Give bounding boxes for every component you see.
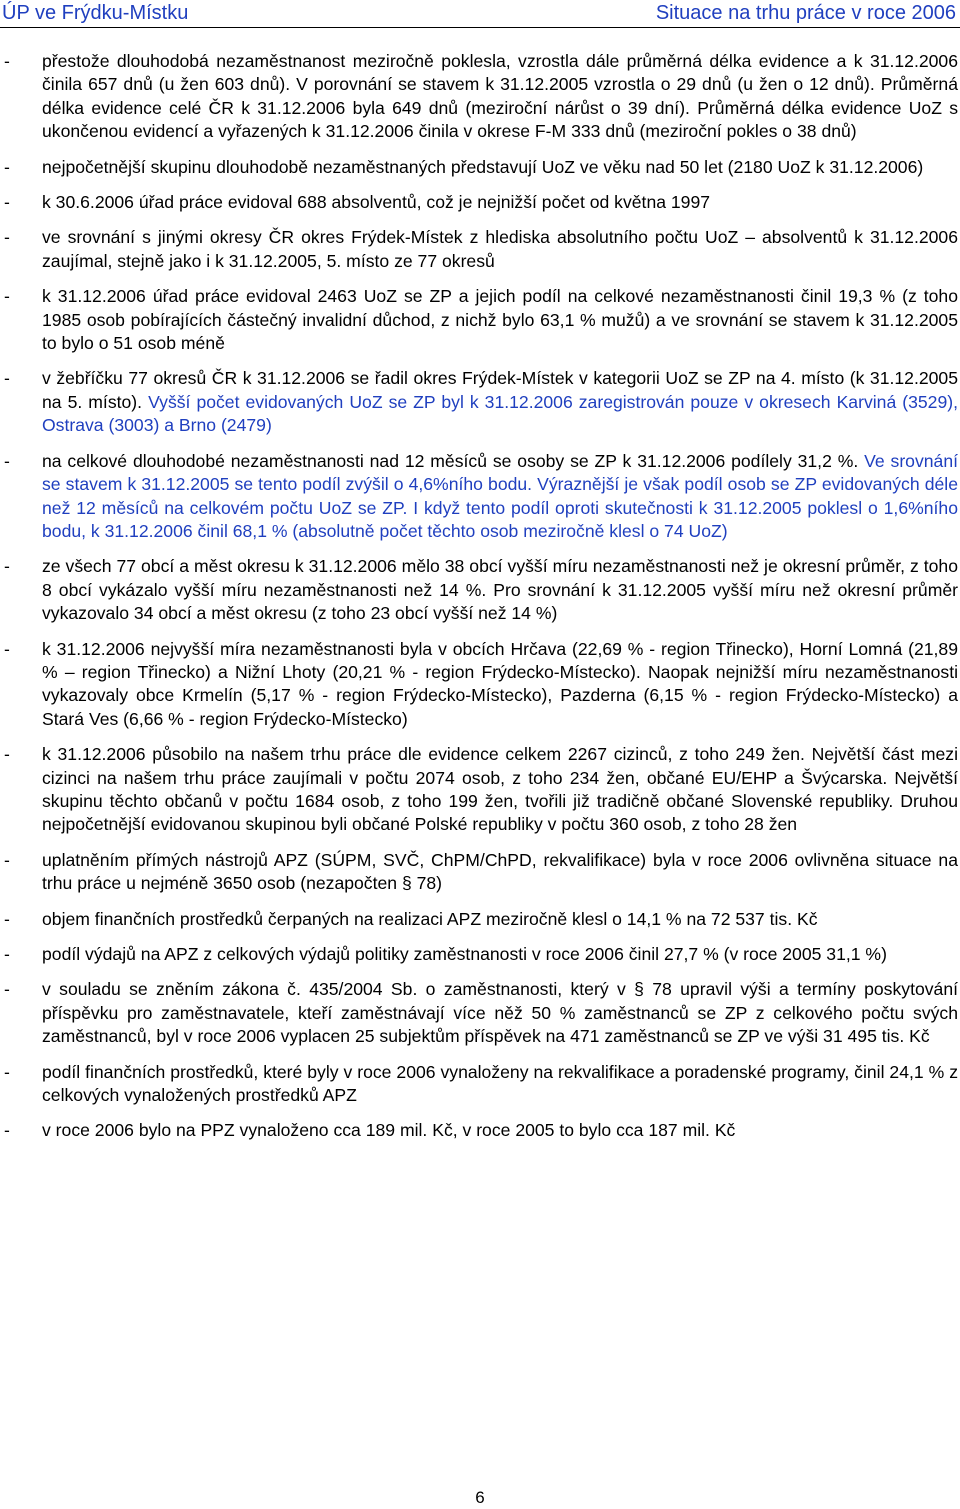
- bullet-text: podíl výdajů na APZ z celkových výdajů politiky zaměstnanosti v roce 2006 činil 27,7 % (v roce 2005 31,1 %): [42, 944, 887, 964]
- bullet-item: [0, 978, 960, 1048]
- bullet-marker: -: [4, 192, 10, 213]
- bullet-marker: -: [4, 849, 10, 870]
- bullet-text: k 30.6.2006 úřad práce evidoval 688 absolventů, což je nejnižší počet od května 1997: [42, 192, 711, 213]
- bullet-text: uplatněním přímých nástrojů APZ (SÚPM, SVČ, ChPM/ChPD, rekvalifikace) byla v roce 2006 ovlivněna situace na trhu práce u nejméně 3650 osob (nezapočten § 78): [42, 849, 958, 894]
- bullet-marker: -: [4, 156, 10, 177]
- bullet-text: přestože dlouhodobá nezaměstnanost meziročně poklesla, vzrostla dále průměrná délka evidence a k 31.12.2006 činila 657 dnů (u žen 603 dnů). V porovnání se stavem k 31.12.2005 vzrostla o 29 dnů (u žen o 12 dnů). Průměrná délka evidence celé ČR k 31.12.2006 byla 649 dnů (meziroční nárůst o 39 dní). Průměrná délka evidence UoZ s ukončenou evidencí a vyřazených k 31.12.2006 činila v okrese F-M 333 dnů (meziroční pokles o 38 dnů): [42, 51, 958, 142]
- page-number: 6: [475, 1488, 485, 1507]
- highlighted-text: Vyšší počet evidovaných UoZ se ZP byl k 31.12.2006 zaregistrován pouze v okresech Karviná (3529), Ostrava (3003) a Brno (2479): [42, 391, 958, 436]
- bullet-list: [0, 50, 960, 1155]
- highlighted-text: Ve srovnání se stavem k 31.12.2005 se tento podíl zvýšil o 4,6%ního bodu. Výraznější je však podíl osob se ZP evidovaných déle než 12 měsíců na celkovém počtu UoZ se ZP. I když tento podíl oproti skutečnosti k 31.12.2005 poklesl o 1,6%ního bodu, k 31.12.2006 činil 68,1 % (absolutně počet těchto osob meziročně klesl o 74 UoZ): [42, 450, 958, 541]
- bullet-item: [0, 367, 960, 437]
- bullet-item: [0, 743, 960, 837]
- bullet-item: [0, 285, 960, 355]
- bullet-marker: -: [4, 227, 10, 248]
- bullet-text: ve srovnání s jinými okresy ČR okres Frýdek-Místek z hlediska absolutního počtu UoZ – absolventů k 31.12.2006 zaujímal, stejně jako i k 31.12.2005, 5. místo ze 77 okresů: [42, 227, 958, 271]
- bullet-item: [0, 450, 960, 544]
- bullet-text: k 31.12.2006 působilo na našem trhu práce dle evidence celkem 2267 cizinců, z toho 249 žen. Největší část mezi cizinci na našem trhu práce zaujímali v počtu 2074 osob, z toho 234 žen, občané EU/EHP a Švýcarska. Největší skupinu těchto občanů v počtu 1684 osob, z toho 199 žen, tvořili již tradičně občané Slovenské republiky. Druhou nejpočetnější evidovanou skupinou byli občané Polské republiky v počtu 360 osob, z toho 28 žen: [42, 744, 958, 835]
- bullet-marker: -: [4, 286, 10, 307]
- bullet-marker: -: [4, 744, 10, 765]
- bullet-marker: -: [4, 368, 10, 389]
- bullet-text: podíl finančních prostředků, které byly v roce 2006 vynaloženy na rekvalifikace a poradenské programy, činil 24,1 % z celkových vynaložených prostředků APZ: [42, 1061, 958, 1106]
- bullet-marker: -: [4, 450, 10, 471]
- bullet-item: [0, 50, 960, 144]
- bullet-marker: -: [4, 908, 10, 929]
- bullet-text: v souladu se zněním zákona č. 435/2004 Sb. o zaměstnanosti, který v § 78 upravil výši a termíny poskytování příspěvku pro zaměstnavatele, kteří zaměstnávají více něž 50 % zaměstnanců se ZP z celkového počtu svých zaměstnanců, byl v roce 2006 vyplacen 25 subjektům příspěvek na 471 zaměstnanců se ZP ve výši 31 495 tis. Kč: [42, 979, 958, 1047]
- bullet-text: na celkové dlouhodobé nezaměstnanosti nad 12 měsíců se osoby se ZP k 31.12.2006 podílely 31,2 %.: [42, 450, 865, 471]
- header-office-name: ÚP ve Frýdku-Místku: [2, 2, 189, 24]
- bullet-item: [0, 908, 960, 931]
- header-report-title: Situace na trhu práce v roce 2006: [655, 2, 956, 24]
- bullet-item: [0, 226, 960, 273]
- bullet-marker: -: [4, 944, 10, 964]
- bullet-item: [0, 191, 960, 214]
- bullet-marker: -: [4, 51, 10, 71]
- page-header: [0, 0, 960, 28]
- bullet-item: [0, 638, 960, 732]
- bullet-item: [0, 849, 960, 896]
- bullet-item: [0, 1119, 960, 1142]
- bullet-item: [0, 555, 960, 625]
- bullet-text: k 31.12.2006 úřad práce evidoval 2463 UoZ se ZP a jejich podíl na celkové nezaměstnanosti činil 19,3 % (z toho 1985 osob pobírajících částečný invalidní důchod, z nichž bylo 63,1 % mužů) a ve srovnání se stavem k 31.12.2005 to bylo o 51 osob méně: [42, 286, 958, 354]
- bullet-text: ze všech 77 obcí a měst okresu k 31.12.2006 mělo 38 obcí vyšší míru nezaměstnanosti než je okresní průměr, z toho 8 obcí vykázalo vyšší míru nezaměstnanosti než 14 %. Pro srovnání k 31.12.2005 vyšší míru než okresní průměr vykazovalo 34 obcí a měst okresu (z toho 23 obcí vyšší než 14 %): [42, 556, 958, 624]
- bullet-text: objem finančních prostředků čerpaných na realizaci APZ meziročně klesl o 14,1 % na 72 537 tis. Kč: [42, 908, 818, 929]
- bullet-marker: -: [4, 1061, 10, 1082]
- bullet-text: v žebříčku 77 okresů ČR k 31.12.2006 se řadil okres Frýdek-Místek v kategorii UoZ se ZP na 4. místo (k 31.12.2005 na 5. místo).: [42, 368, 958, 412]
- bullet-item: [0, 1061, 960, 1108]
- bullet-text: v roce 2006 bylo na PPZ vynaloženo cca 189 mil. Kč, v roce 2005 to bylo cca 187 mil. Kč: [42, 1120, 736, 1141]
- bullet-marker: -: [4, 638, 10, 659]
- bullet-marker: -: [4, 1120, 10, 1141]
- bullet-text: k 31.12.2006 nejvyšší míra nezaměstnanosti byla v obcích Hrčava (22,69 % - region Třinecko), Horní Lomná (21,89 % – region Třinecko) a Nižní Lhoty (20,21 % - region Frýdecko-Místecko). Naopak nejnižší míru nezaměstnanosti vykazovaly obce Krmelín (5,17 % - region Frýdecko-Místecko), Pazderna (6,15 % - region Frýdecko-Místecko) a Stará Ves (6,66 % - region Frýdecko-Místecko): [42, 638, 958, 729]
- bullet-text: nejpočetnější skupinu dlouhodobě nezaměstnaných představují UoZ ve věku nad 50 let (2180 UoZ k 31.12.2006): [42, 156, 924, 177]
- bullet-item: [0, 156, 960, 179]
- bullet-item: [0, 943, 960, 966]
- bullet-marker: -: [4, 556, 10, 577]
- bullet-marker: -: [4, 979, 10, 1000]
